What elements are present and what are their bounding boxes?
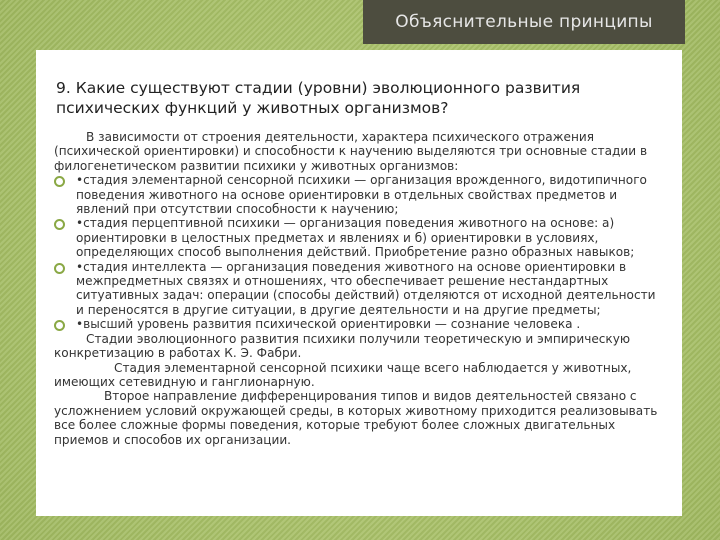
- circle-bullet-icon: [54, 263, 65, 274]
- circle-bullet-icon: [54, 176, 65, 187]
- circle-bullet-icon: [54, 219, 65, 230]
- intro-paragraph: В зависимости от строения деятельности, характера психического отражения (психической ориентировки) и способности к научению выделяются три основные стадии в филогенетическом развитии психики у животных организмов:: [54, 130, 648, 173]
- list-item-text: •высший уровень развития психической ориентировки — сознание человека .: [76, 317, 581, 332]
- slide-title: Объяснительные принципы: [395, 12, 653, 32]
- circle-bullet-icon: [54, 320, 65, 331]
- body-text: [54, 130, 666, 447]
- paragraph-fabri: Стадии эволюционного развития психики получили теоретическую и эмпирическую конкретизацию в работах К. Э. Фабри.: [54, 331, 631, 361]
- header-banner: [363, 0, 685, 44]
- list-item: [54, 260, 666, 318]
- question-heading: 9. Какие существуют стадии (уровни) эволюционного развития психических функций у животных организмов?: [56, 79, 581, 117]
- list-item: [54, 173, 666, 216]
- paragraph-second-direction: Второе направление дифференцирования типов и видов деятельностей связано с усложнением условий окружающей среды, в которых животному приходится реализовывать все более сложные формы поведения, которые требуют более сложных двигательных приемов и способов их организации.: [54, 389, 658, 447]
- list-item: [54, 317, 666, 331]
- list-item: [54, 216, 666, 259]
- content-card: [36, 50, 682, 516]
- list-item-text: •стадия интеллекта — организация поведения животного на основе ориентировки в межпредметных связях и отношениях, что обеспечивает решение нестандартных ситуативных задач: операции (способы действий) отделяются от исходной деятельности и переносятся в другие ситуации, в другие деятельности и на другие предметы;: [76, 259, 656, 317]
- paragraph-sensory-stage: Стадия элементарной сенсорной психики чаще всего наблюдается у животных, имеющих сетевидную и ганглионарную.: [54, 360, 632, 389]
- list-item-text: •стадия перцептивной психики — организация поведения животного на основе: а) ориентировки в целостных предметах и явлениях и б) ориентировки в условиях, определяющих способ выполнения действий. Приобретение разно образных навыков;: [76, 216, 635, 260]
- list-item-text: •стадия элементарной сенсорной психики — организация врожденного, видотипичного поведения животного на основе ориентировки в отдельных свойствах предметов и явлений при отсутствии способности к научению;: [76, 173, 647, 217]
